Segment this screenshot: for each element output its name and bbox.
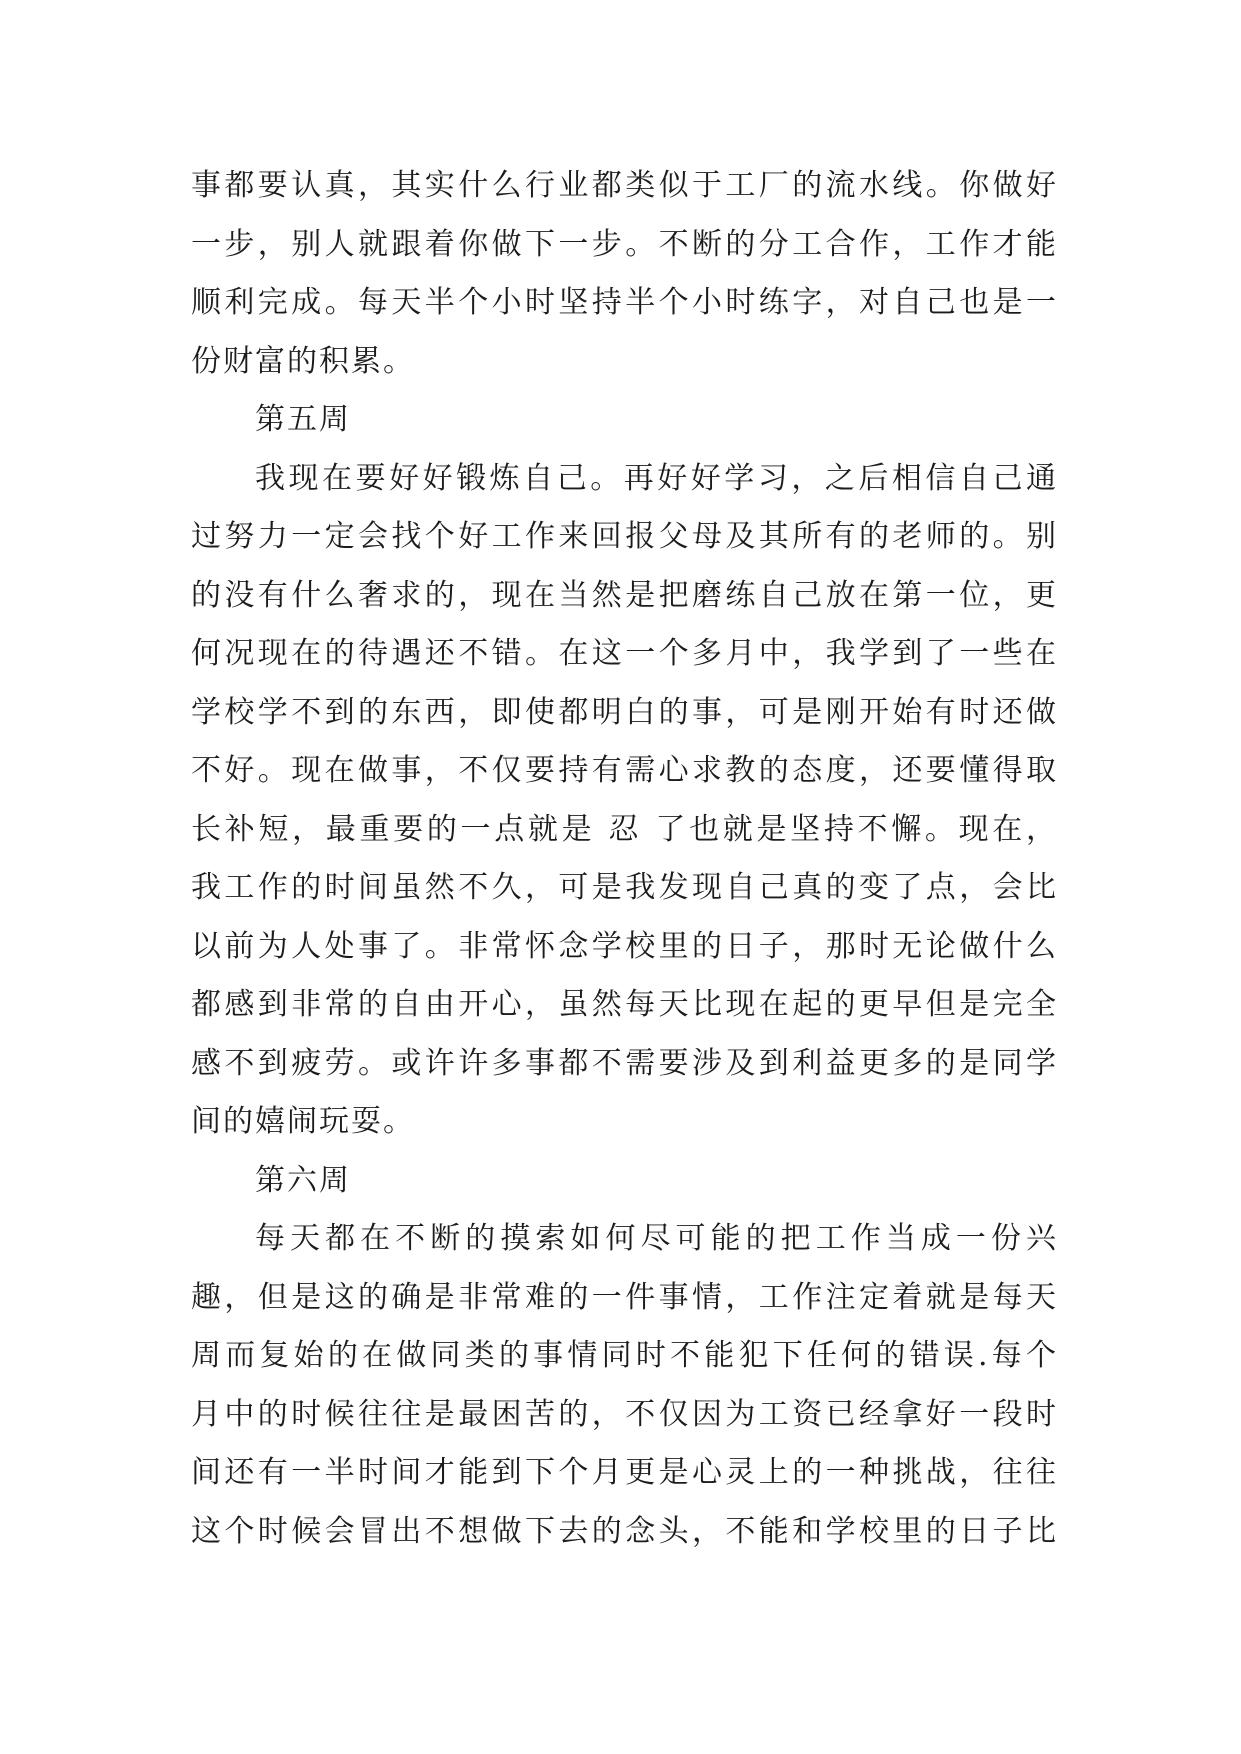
continued-paragraph [191, 157, 1058, 391]
text-line: 感不到疲劳。或许许多事都不需要涉及到利益更多的是同学 [191, 1045, 1058, 1081]
text-line: 都感到非常的自由开心，虽然每天比现在起的更早但是完全 [191, 987, 1058, 1022]
text-line: 不好。现在做事，不仅要持有需心求教的态度，还要懂得取 [191, 753, 1058, 788]
text-line: 长补短，最重要的一点就是 忍 了也就是坚持不懈。现在， [191, 811, 1058, 847]
text-line: 一步，别人就跟着你做下一步。不断的分工合作，工作才能 [191, 226, 1058, 262]
section-heading: 第六周 [255, 1162, 351, 1198]
text-line: 月中的时候往往是最困苦的，不仅因为工资已经拿好一段时 [191, 1396, 1058, 1432]
text-line: 份财富的积累。 [191, 343, 415, 379]
section-week-5 [191, 391, 1058, 1152]
section-heading: 第五周 [255, 402, 351, 437]
text-line: 趣，但是这的确是非常难的一件事情，工作注定着就是每天 [191, 1279, 1058, 1315]
section-week-6 [191, 1152, 1058, 1562]
text-line: 每天都在不断的摸索如何尽可能的把工作当成一份兴 [255, 1221, 1058, 1256]
text-line: 顺利完成。每天半个小时坚持半个小时练字，对自己也是一 [191, 285, 1058, 320]
text-line: 我工作的时间虽然不久，可是我发现自己真的变了点，会比 [191, 870, 1058, 905]
text-line: 间的嬉闹玩耍。 [191, 1104, 415, 1139]
text-line: 我现在要好好锻炼自己。再好好学习，之后相信自己通 [255, 460, 1058, 496]
text-line: 的没有什么奢求的，现在当然是把磨练自己放在第一位，更 [191, 577, 1058, 613]
text-line: 过努力一定会找个好工作来回报父母及其所有的老师的。别 [191, 519, 1058, 554]
text-line: 间还有一半时间才能到下个月更是心灵上的一种挑战，往往 [191, 1455, 1058, 1490]
document-page [191, 157, 1058, 1561]
text-line: 以前为人处事了。非常怀念学校里的日子，那时无论做什么 [191, 928, 1058, 964]
text-line: 何况现在的待遇还不错。在这一个多月中，我学到了一些在 [191, 636, 1058, 671]
text-line: 周而复始的在做同类的事情同时不能犯下任何的错误.每个 [191, 1338, 1058, 1373]
text-line: 学校学不到的东西，即使都明白的事，可是刚开始有时还做 [191, 694, 1058, 730]
text-line: 这个时候会冒出不想做下去的念头，不能和学校里的日子比 [191, 1513, 1058, 1549]
text-line: 事都要认真，其实什么行业都类似于工厂的流水线。你做好 [191, 168, 1058, 203]
